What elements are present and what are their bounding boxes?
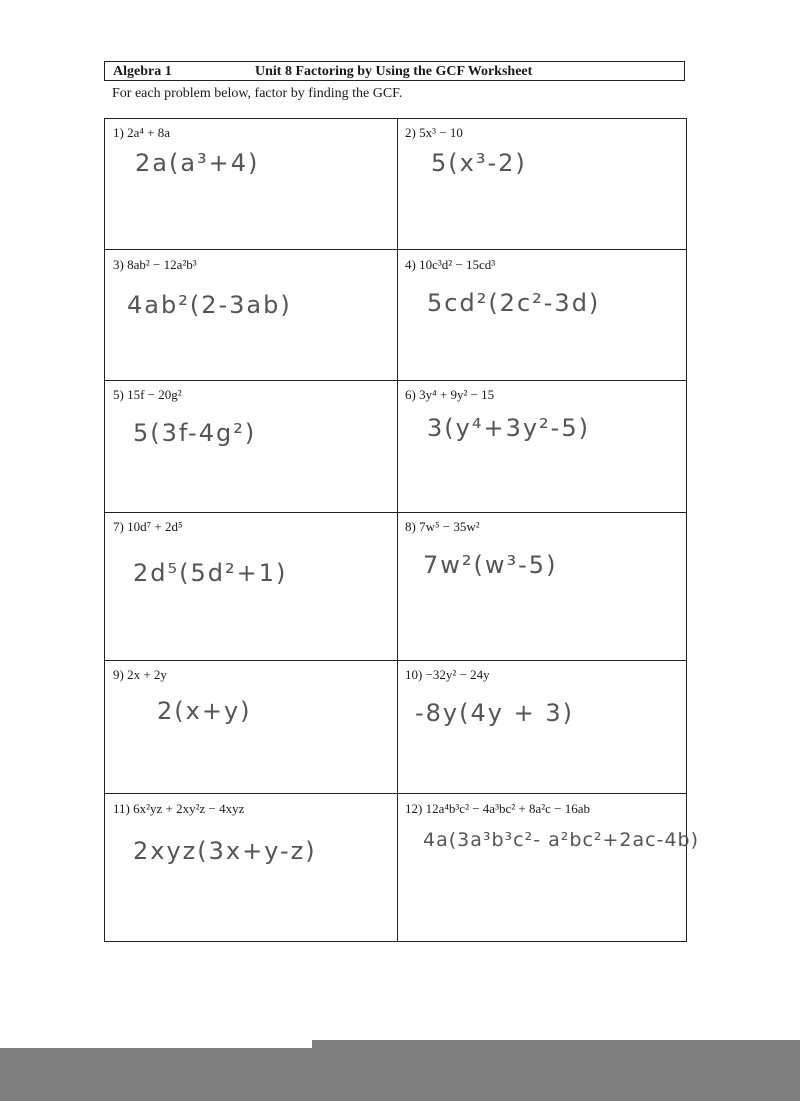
problem-5 bbox=[113, 387, 182, 403]
problem-3 bbox=[113, 257, 197, 273]
worksheet-header bbox=[104, 61, 685, 81]
problem-4 bbox=[405, 257, 495, 273]
handwritten-answer-9: 2(x+y) bbox=[157, 697, 252, 725]
problem-number: 3) bbox=[113, 257, 124, 272]
scan-border bbox=[0, 1048, 312, 1101]
row-divider bbox=[105, 660, 686, 661]
handwritten-answer-3: 4ab²(2-3ab) bbox=[127, 291, 292, 319]
row-divider bbox=[105, 512, 686, 513]
handwritten-answer-6: 3(y⁴+3y²-5) bbox=[427, 414, 590, 442]
problem-number: 10) bbox=[405, 667, 423, 682]
problem-7 bbox=[113, 519, 183, 535]
problem-expression: −32y² − 24y bbox=[425, 667, 490, 682]
handwritten-answer-11: 2xyz(3x+y-z) bbox=[133, 837, 317, 865]
problem-number: 2) bbox=[405, 125, 416, 140]
handwritten-answer-5: 5(3f-4g²) bbox=[133, 419, 257, 447]
handwritten-answer-12: 4a(3a³b³c²- a²bc²+2ac-4b) bbox=[423, 829, 700, 851]
handwritten-answer-4: 5cd²(2c²-3d) bbox=[427, 289, 601, 317]
instructions: For each problem below, factor by finding the GCF. bbox=[112, 86, 403, 101]
worksheet-title: Unit 8 Factoring by Using the GCF Worksheet bbox=[255, 64, 533, 79]
problem-number: 12) bbox=[405, 801, 423, 816]
problem-expression: 5x³ − 10 bbox=[419, 125, 463, 140]
problem-11 bbox=[113, 801, 244, 817]
problem-expression: 15f − 20g² bbox=[127, 387, 182, 402]
handwritten-answer-8: 7w²(w³-5) bbox=[423, 551, 558, 579]
problem-number: 8) bbox=[405, 519, 416, 534]
handwritten-answer-2: 5(x³-2) bbox=[431, 149, 527, 177]
problem-2 bbox=[405, 125, 463, 141]
problem-expression: 3y⁴ + 9y² − 15 bbox=[419, 387, 495, 402]
problem-expression: 10d⁷ + 2d⁵ bbox=[127, 519, 183, 534]
problem-expression: 2a⁴ + 8a bbox=[127, 125, 170, 140]
problem-number: 9) bbox=[113, 667, 124, 682]
problem-expression: 8ab² − 12a²b³ bbox=[127, 257, 197, 272]
problem-number: 7) bbox=[113, 519, 124, 534]
problem-expression: 10c³d² − 15cd³ bbox=[419, 257, 496, 272]
handwritten-answer-10: -8y(4y + 3) bbox=[415, 699, 574, 727]
problem-9 bbox=[113, 667, 167, 683]
row-divider bbox=[105, 249, 686, 250]
problem-grid bbox=[104, 118, 700, 942]
column-divider bbox=[397, 119, 398, 941]
problem-12 bbox=[405, 801, 590, 817]
problem-1 bbox=[113, 125, 170, 141]
problem-number: 11) bbox=[113, 801, 130, 816]
course-name: Algebra 1 bbox=[113, 64, 172, 79]
problem-8 bbox=[405, 519, 480, 535]
row-divider bbox=[105, 793, 686, 794]
problem-expression: 7w⁵ − 35w² bbox=[419, 519, 480, 534]
problem-number: 4) bbox=[405, 257, 416, 272]
scan-border bbox=[312, 1040, 800, 1101]
problem-expression: 12a⁴b³c² − 4a³bc² + 8a²c − 16ab bbox=[425, 801, 590, 816]
handwritten-answer-1: 2a(a³+4) bbox=[135, 149, 260, 177]
row-divider bbox=[105, 380, 686, 381]
problem-number: 6) bbox=[405, 387, 416, 402]
problem-10 bbox=[405, 667, 490, 683]
problem-expression: 2x + 2y bbox=[127, 667, 167, 682]
problem-number: 5) bbox=[113, 387, 124, 402]
problem-expression: 6x²yz + 2xy²z − 4xyz bbox=[133, 801, 245, 816]
problem-6 bbox=[405, 387, 494, 403]
problem-number: 1) bbox=[113, 125, 124, 140]
handwritten-answer-7: 2d⁵(5d²+1) bbox=[133, 559, 288, 587]
